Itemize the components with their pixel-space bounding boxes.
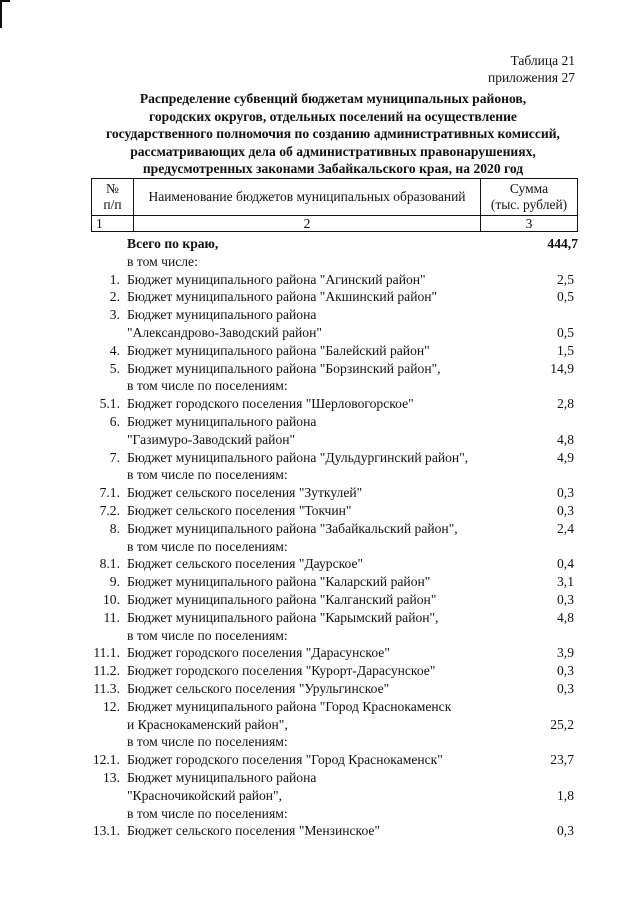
table-row [0, 449, 640, 467]
row-number: 13. [103, 769, 120, 785]
table-row [0, 733, 640, 751]
row-budget-name: Бюджет муниципального района "Акшинский район" [127, 289, 438, 305]
row-amount: 3,9 [557, 645, 574, 661]
row-number: 5. [109, 360, 120, 376]
table-row [0, 716, 640, 734]
row-number: 11.1. [93, 645, 120, 661]
row-budget-name: Бюджет муниципального района [127, 413, 317, 429]
row-number: 4. [109, 342, 120, 358]
row-amount: 4,8 [557, 431, 574, 447]
row-budget-name: Бюджет муниципального района [127, 307, 317, 323]
row-amount: 0,3 [557, 663, 574, 679]
header-row [92, 179, 578, 216]
table-row [0, 235, 640, 253]
row-amount: 0,3 [557, 502, 574, 518]
table-row [0, 751, 640, 769]
row-amount: 2,8 [557, 396, 574, 412]
title-line: государственного полномочия по созданию административных комиссий, [106, 126, 560, 142]
table-row [0, 466, 640, 484]
row-budget-name: в том числе по поселениям: [127, 538, 288, 554]
row-budget-name: Бюджет муниципального района "Каларский район" [127, 574, 431, 590]
row-amount: 4,8 [557, 609, 574, 625]
row-number: 11. [103, 609, 120, 625]
row-budget-name: и Краснокаменский район", [127, 716, 288, 732]
appendix-label: приложения 27 [487, 70, 575, 85]
row-budget-name: Бюджет муниципального района "Балейский район" [127, 342, 430, 358]
row-budget-name: Бюджет городского поселения "Дарасунское" [127, 645, 390, 661]
column-number-3: 3 [481, 216, 578, 232]
header-amount-label: Сумма [509, 181, 549, 196]
table-row [0, 253, 640, 271]
row-number: 12. [103, 698, 120, 714]
row-budget-name: Бюджет сельского поселения "Зуткулей" [127, 485, 363, 501]
row-number: 2. [109, 289, 120, 305]
row-budget-name: в том числе по поселениям: [127, 378, 288, 394]
table-row [0, 342, 640, 360]
table-row [0, 662, 640, 680]
table-reference [488, 52, 575, 86]
table-row [0, 377, 640, 395]
row-budget-name: Бюджет сельского поселения "Урульгинское" [127, 680, 390, 696]
document-title [88, 90, 578, 178]
row-number: 7. [109, 449, 120, 465]
row-budget-name: Бюджет сельского поселения "Токчин" [127, 502, 352, 518]
table-row [0, 555, 640, 573]
table-row [0, 591, 640, 609]
scan-corner-mark [0, 0, 10, 28]
row-number: 9. [109, 574, 120, 590]
column-number-2: 2 [134, 216, 481, 232]
title-line: Распределение субвенций бюджетам муниципальных районов, [139, 91, 527, 106]
table-row [0, 520, 640, 538]
table-row [0, 644, 640, 662]
table-row [0, 680, 640, 698]
header-name-cell: Наименование бюджетов муниципальных образований [134, 179, 481, 216]
row-budget-name: Бюджет сельского поселения "Даурское" [127, 556, 364, 572]
row-amount: 0,5 [557, 289, 574, 305]
row-budget-name: "Газимуро-Заводский район" [127, 431, 296, 447]
row-amount: 1,8 [557, 787, 574, 803]
row-budget-name: Бюджет муниципального района [127, 769, 317, 785]
row-budget-name: Бюджет городского поселения "Город Краснокаменск" [127, 752, 443, 768]
row-budget-name: Бюджет муниципального района "Агинский район" [127, 271, 426, 287]
row-amount: 3,1 [557, 574, 574, 590]
header-number-abbr: п/п [103, 197, 122, 212]
row-amount: 444,7 [547, 236, 578, 251]
row-amount: 0,3 [557, 823, 574, 839]
row-amount: 0,3 [557, 591, 574, 607]
row-amount: 25,2 [550, 716, 574, 732]
column-number-1: 1 [92, 216, 134, 232]
row-number: 10. [103, 591, 120, 607]
row-number: 13.1. [92, 823, 120, 839]
row-amount: 0,5 [557, 324, 574, 340]
title-line: рассматривающих дела об административных правонарушениях, [130, 143, 536, 159]
table-row [0, 609, 640, 627]
table-row [0, 502, 640, 520]
row-number: 8.1. [99, 556, 120, 572]
row-budget-name: в том числе по поселениям: [127, 734, 288, 750]
table-row [0, 413, 640, 431]
row-budget-name: Бюджет городского поселения "Шерловогорское" [127, 396, 414, 412]
header-amount-cell [481, 179, 578, 216]
row-budget-name: в том числе по поселениям: [127, 627, 288, 643]
row-amount: 23,7 [550, 752, 574, 768]
row-number: 6. [109, 413, 120, 429]
header-number-sign: № [106, 181, 119, 196]
row-budget-name: "Красночикойский район", [127, 787, 283, 803]
row-number: 8. [109, 520, 120, 536]
row-amount: 0,3 [557, 485, 574, 501]
row-budget-name: в том числе: [127, 253, 198, 269]
table-row [0, 627, 640, 645]
row-budget-name: Бюджет муниципального района "Забайкальский район", [127, 520, 458, 536]
table-row [0, 822, 640, 840]
title-line: городских округов, отдельных поселений на осуществление [149, 108, 517, 124]
table-row [0, 360, 640, 378]
row-number: 11.3. [93, 680, 120, 696]
header-amount-unit: (тыс. рублей) [490, 197, 568, 212]
row-number: 7.1. [99, 485, 120, 501]
table-row [0, 538, 640, 556]
row-budget-name: Бюджет муниципального района "Дульдургинский район", [127, 449, 469, 465]
row-budget-name: "Александрово-Заводский район" [127, 324, 322, 340]
table-row [0, 769, 640, 787]
row-budget-name: в том числе по поселениям: [127, 805, 288, 821]
column-number-row [92, 216, 578, 232]
table-row [0, 484, 640, 502]
distribution-table-body [0, 235, 640, 840]
row-budget-name: Бюджет муниципального района "Борзинский район", [127, 360, 441, 376]
row-amount: 0,4 [557, 556, 574, 572]
row-amount: 2,5 [557, 271, 574, 287]
row-number: 1. [109, 271, 120, 287]
row-budget-name: в том числе по поселениям: [127, 467, 288, 483]
row-budget-name: Бюджет сельского поселения "Мензинское" [127, 823, 381, 839]
row-budget-name: Бюджет муниципального района "Карымский район", [127, 609, 439, 625]
row-budget-name: Бюджет муниципального района "Калганский район" [127, 591, 437, 607]
row-amount: 4,9 [557, 449, 574, 465]
row-amount: 0,3 [557, 680, 574, 696]
row-budget-name: Бюджет городского поселения "Курорт-Дарасунское" [127, 663, 436, 679]
table-row [0, 805, 640, 823]
table-row [0, 431, 640, 449]
table-row [0, 306, 640, 324]
header-number-cell [92, 179, 134, 216]
table-row [0, 787, 640, 805]
table-row [0, 288, 640, 306]
row-number: 7.2. [99, 502, 120, 518]
row-budget-name: Бюджет муниципального района "Город Краснокаменск [127, 698, 452, 714]
row-amount: 1,5 [557, 342, 574, 358]
row-number: 11.2. [93, 663, 120, 679]
row-amount: 14,9 [550, 360, 574, 376]
row-amount: 2,4 [557, 520, 574, 536]
table-row [0, 573, 640, 591]
table-row [0, 698, 640, 716]
table-label: Таблица 21 [510, 53, 575, 68]
row-number: 5.1. [99, 396, 120, 412]
table-row [0, 271, 640, 289]
title-line: предусмотренных законами Забайкальского края, на 2020 год [142, 161, 524, 177]
table-row [0, 395, 640, 413]
table-header [91, 178, 578, 232]
table-row [0, 324, 640, 342]
row-number: 12.1. [92, 752, 120, 768]
row-number: 3. [109, 307, 120, 323]
row-budget-name: Всего по краю, [127, 236, 219, 251]
